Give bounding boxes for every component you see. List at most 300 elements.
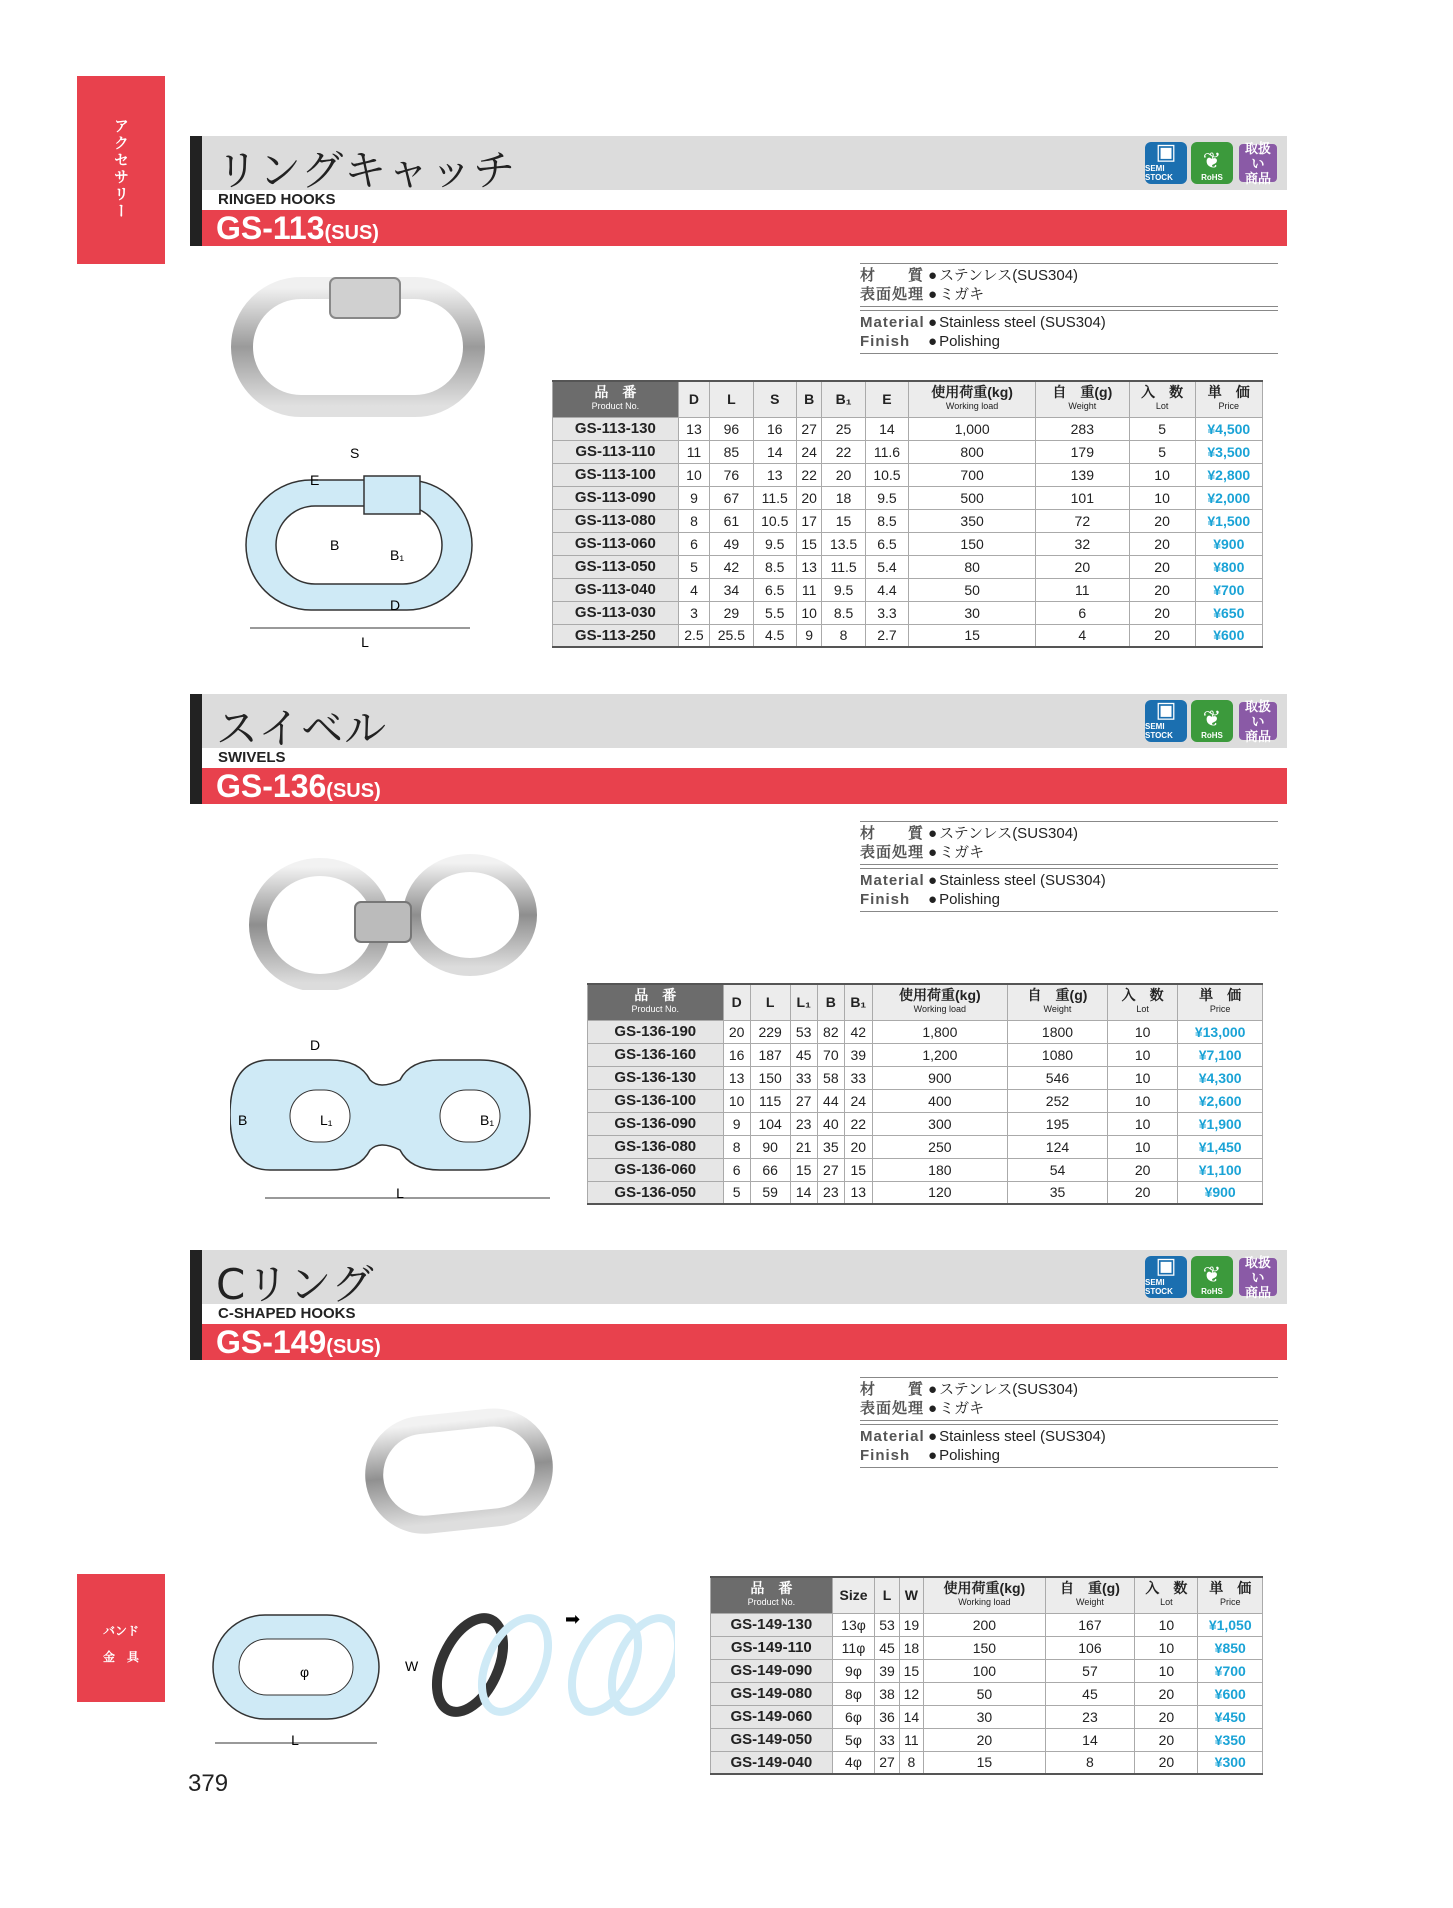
table-row <box>588 1158 1263 1181</box>
model-number: GS-113 <box>216 210 325 246</box>
product-number-cell: GS-136-190 <box>588 1020 724 1043</box>
product-number-cell: GS-113-050 <box>553 555 679 578</box>
column-header: 入 数 Lot <box>1129 381 1195 417</box>
table-cell: 13φ <box>832 1613 875 1636</box>
table-cell: 2.7 <box>865 624 908 647</box>
price-cell: ¥850 <box>1198 1636 1263 1659</box>
table-row <box>711 1705 1263 1728</box>
table-cell: 10 <box>1107 1112 1177 1135</box>
leaf-icon: ❦ <box>1202 148 1222 173</box>
column-header: L <box>875 1577 899 1613</box>
table-cell: 53 <box>790 1020 817 1043</box>
table-cell: 17 <box>796 509 821 532</box>
price-cell: ¥2,600 <box>1178 1089 1263 1112</box>
table-cell: 23 <box>817 1181 844 1204</box>
table-row <box>553 578 1263 601</box>
product-number-cell: GS-113-250 <box>553 624 679 647</box>
product-number-cell: GS-149-050 <box>711 1728 833 1751</box>
rohs-badge: ❦ RoHS <box>1191 700 1233 742</box>
table-cell: 15 <box>924 1751 1046 1774</box>
section-subtitle: C-SHAPED HOOKS <box>190 1304 1287 1324</box>
table-cell: 15 <box>796 532 821 555</box>
column-header: S <box>753 381 796 417</box>
table-cell: 76 <box>710 463 753 486</box>
table-cell: 20 <box>1135 1682 1198 1705</box>
table-cell: 5 <box>1129 417 1195 440</box>
spec-block: 材 質 ● ステンレス(SUS304) 表面処理 ● ミガキ Material ● Stainless steel (SUS304) Finish ● Polishing <box>860 1377 1278 1468</box>
column-header: 使用荷重(kg) Working load <box>872 984 1007 1020</box>
table-cell: 13.5 <box>822 532 865 555</box>
table-cell: 11 <box>1036 578 1130 601</box>
column-header: 入 数 Lot <box>1135 1577 1198 1613</box>
column-header: 使用荷重(kg) Working load <box>909 381 1036 417</box>
section-c-shaped-hooks <box>190 1250 1287 1360</box>
table-row <box>553 532 1263 555</box>
table-cell: 25.5 <box>710 624 753 647</box>
price-cell: ¥700 <box>1195 578 1262 601</box>
table-row <box>553 555 1263 578</box>
price-cell: ¥350 <box>1198 1728 1263 1751</box>
table-cell: 800 <box>909 440 1036 463</box>
product-number-cell: GS-149-080 <box>711 1682 833 1705</box>
table-row <box>588 1181 1263 1204</box>
table-cell: 44 <box>817 1089 844 1112</box>
table-cell: 49 <box>710 532 753 555</box>
table-cell: 10 <box>1129 486 1195 509</box>
table-cell: 5.5 <box>753 601 796 624</box>
table-cell: 30 <box>924 1705 1046 1728</box>
product-number-cell: GS-136-160 <box>588 1043 724 1066</box>
spec-block: 材 質 ● ステンレス(SUS304) 表面処理 ● ミガキ Material ● Stainless steel (SUS304) Finish ● Polishing <box>860 821 1278 912</box>
table-cell: 3 <box>678 601 709 624</box>
table-cell: 14 <box>753 440 796 463</box>
table-cell: 70 <box>817 1043 844 1066</box>
table-cell: 8.5 <box>822 601 865 624</box>
table-cell: 5 <box>723 1181 750 1204</box>
model-bar <box>190 210 1287 246</box>
table-cell: 11φ <box>832 1636 875 1659</box>
column-header: 品 番 Product No. <box>588 984 724 1020</box>
table-cell: 23 <box>790 1112 817 1135</box>
table-cell: 53 <box>875 1613 899 1636</box>
table-cell: 8 <box>899 1751 923 1774</box>
ringed-hook-diagram <box>230 440 495 650</box>
table-cell: 22 <box>844 1112 872 1135</box>
column-header: L₁ <box>790 984 817 1020</box>
handled-product-badge: 取扱い 商品 <box>1237 1256 1279 1298</box>
table-cell: 10 <box>796 601 821 624</box>
column-header: 品 番 Product No. <box>553 381 679 417</box>
table-cell: 20 <box>723 1020 750 1043</box>
side-tab-accessories[interactable] <box>77 76 165 264</box>
table-cell: 16 <box>723 1043 750 1066</box>
table-cell: 20 <box>1107 1181 1177 1204</box>
product-number-cell: GS-136-060 <box>588 1158 724 1181</box>
table-row <box>588 1020 1263 1043</box>
table-cell: 21 <box>790 1135 817 1158</box>
table-header-row <box>588 984 1263 1020</box>
price-cell: ¥600 <box>1195 624 1262 647</box>
table-cell: 6 <box>723 1158 750 1181</box>
table-cell: 10 <box>1107 1135 1177 1158</box>
table-cell: 6 <box>1036 601 1130 624</box>
table-cell: 50 <box>909 578 1036 601</box>
section-subtitle: SWIVELS <box>190 748 1287 768</box>
column-header: B <box>796 381 821 417</box>
table-cell: 13 <box>844 1181 872 1204</box>
table-cell: 9.5 <box>753 532 796 555</box>
table-row <box>588 1135 1263 1158</box>
table-cell: 252 <box>1008 1089 1108 1112</box>
price-cell: ¥4,500 <box>1195 417 1262 440</box>
table-cell: 12 <box>899 1682 923 1705</box>
rohs-badge: ❦ RoHS <box>1191 142 1233 184</box>
table-cell: 42 <box>844 1020 872 1043</box>
table-cell: 11.6 <box>865 440 908 463</box>
table-cell: 13 <box>796 555 821 578</box>
badge-group <box>1145 1253 1279 1300</box>
column-header: 単 価 Price <box>1198 1577 1263 1613</box>
table-row <box>553 601 1263 624</box>
table-cell: 10 <box>723 1089 750 1112</box>
table-cell: 20 <box>1135 1728 1198 1751</box>
table-cell: 85 <box>710 440 753 463</box>
table-cell: 20 <box>844 1135 872 1158</box>
table-cell: 20 <box>1129 509 1195 532</box>
title-bar <box>190 694 1287 753</box>
table-cell: 54 <box>1008 1158 1108 1181</box>
table-cell: 150 <box>750 1066 790 1089</box>
table-cell: 11 <box>678 440 709 463</box>
price-cell: ¥1,450 <box>1178 1135 1263 1158</box>
dim-label-d: D <box>390 597 401 613</box>
product-number-cell: GS-113-130 <box>553 417 679 440</box>
table-cell: 14 <box>899 1705 923 1728</box>
table-cell: 20 <box>1129 532 1195 555</box>
product-number-cell: GS-113-080 <box>553 509 679 532</box>
table-cell: 22 <box>796 463 821 486</box>
section-ringed-hooks <box>190 136 1287 246</box>
price-cell: ¥2,800 <box>1195 463 1262 486</box>
table-cell: 1,000 <box>909 417 1036 440</box>
table-cell: 15 <box>909 624 1036 647</box>
table-cell: 38 <box>875 1682 899 1705</box>
price-cell: ¥1,900 <box>1178 1112 1263 1135</box>
table-cell: 167 <box>1045 1613 1135 1636</box>
product-number-cell: GS-136-090 <box>588 1112 724 1135</box>
table-cell: 400 <box>872 1089 1007 1112</box>
product-number-cell: GS-149-040 <box>711 1751 833 1774</box>
table-cell: 700 <box>909 463 1036 486</box>
table-cell: 101 <box>1036 486 1130 509</box>
table-cell: 33 <box>875 1728 899 1751</box>
column-header: W <box>899 1577 923 1613</box>
model-bar <box>190 1324 1287 1360</box>
price-cell: ¥4,300 <box>1178 1066 1263 1089</box>
product-number-cell: GS-136-080 <box>588 1135 724 1158</box>
table-cell: 45 <box>1045 1682 1135 1705</box>
table-cell: 13 <box>723 1066 750 1089</box>
table-cell: 9 <box>723 1112 750 1135</box>
table-cell: 67 <box>710 486 753 509</box>
column-header: 単 価 Price <box>1178 984 1263 1020</box>
table-cell: 20 <box>796 486 821 509</box>
price-cell: ¥3,500 <box>1195 440 1262 463</box>
dim-label-e: E <box>310 472 320 488</box>
column-header: E <box>865 381 908 417</box>
table-cell: 9 <box>796 624 821 647</box>
leaf-icon: ❦ <box>1202 1262 1222 1287</box>
table-cell: 18 <box>822 486 865 509</box>
table-cell: 24 <box>796 440 821 463</box>
handled-product-badge: 取扱い 商品 <box>1237 142 1279 184</box>
table-cell: 179 <box>1036 440 1130 463</box>
table-cell: 30 <box>909 601 1036 624</box>
dim-label-l: L <box>396 1185 404 1201</box>
table-cell: 33 <box>790 1066 817 1089</box>
product-number-cell: GS-113-030 <box>553 601 679 624</box>
table-cell: 40 <box>817 1112 844 1135</box>
table-cell: 2.5 <box>678 624 709 647</box>
c-ring-photo <box>360 1405 560 1535</box>
product-number-cell: GS-136-100 <box>588 1089 724 1112</box>
section-title: スイベル <box>216 704 388 753</box>
table-cell: 150 <box>909 532 1036 555</box>
product-number-cell: GS-113-040 <box>553 578 679 601</box>
product-number-cell: GS-113-060 <box>553 532 679 555</box>
model-number: GS-136 <box>216 768 327 804</box>
price-cell: ¥600 <box>1198 1682 1263 1705</box>
table-cell: 4 <box>678 578 709 601</box>
table-cell: 20 <box>924 1728 1046 1751</box>
table-cell: 66 <box>750 1158 790 1181</box>
title-bar <box>190 1250 1287 1309</box>
table-cell: 20 <box>822 463 865 486</box>
product-number-cell: GS-136-130 <box>588 1066 724 1089</box>
table-cell: 27 <box>796 417 821 440</box>
table-cell: 25 <box>822 417 865 440</box>
price-cell: ¥450 <box>1198 1705 1263 1728</box>
column-header: 自 重(g) Weight <box>1045 1577 1135 1613</box>
ringed-hook-photo <box>230 270 490 420</box>
table-cell: 6.5 <box>753 578 796 601</box>
box-icon: ▣ <box>1155 139 1177 164</box>
price-cell: ¥13,000 <box>1178 1020 1263 1043</box>
table-cell: 8 <box>678 509 709 532</box>
arrow-right-icon: ➡ <box>565 1609 581 1629</box>
table-header-row <box>711 1577 1263 1613</box>
table-cell: 72 <box>1036 509 1130 532</box>
table-cell: 22 <box>822 440 865 463</box>
table-cell: 4.5 <box>753 624 796 647</box>
table-cell: 104 <box>750 1112 790 1135</box>
table-cell: 90 <box>750 1135 790 1158</box>
table-cell: 250 <box>872 1135 1007 1158</box>
table-cell: 14 <box>865 417 908 440</box>
table-cell: 20 <box>1107 1158 1177 1181</box>
table-cell: 11.5 <box>822 555 865 578</box>
table-row <box>553 440 1263 463</box>
product-number-cell: GS-136-050 <box>588 1181 724 1204</box>
table-cell: 115 <box>750 1089 790 1112</box>
table-cell: 11 <box>899 1728 923 1751</box>
price-cell: ¥7,100 <box>1178 1043 1263 1066</box>
table-row <box>711 1659 1263 1682</box>
table-cell: 200 <box>924 1613 1046 1636</box>
column-header: Size <box>832 1577 875 1613</box>
column-header: B <box>817 984 844 1020</box>
table-cell: 124 <box>1008 1135 1108 1158</box>
table-cell: 8 <box>723 1135 750 1158</box>
swivel-photo <box>245 850 540 990</box>
dim-label-l: L <box>361 634 369 650</box>
table-cell: 11 <box>796 578 821 601</box>
table-cell: 10 <box>1135 1659 1198 1682</box>
table-cell: 20 <box>1135 1705 1198 1728</box>
table-cell: 10 <box>678 463 709 486</box>
column-header: L <box>710 381 753 417</box>
table-cell: 27 <box>875 1751 899 1774</box>
price-cell: ¥1,050 <box>1198 1613 1263 1636</box>
column-header: 自 重(g) Weight <box>1008 984 1108 1020</box>
table-cell: 180 <box>872 1158 1007 1181</box>
column-header: B₁ <box>822 381 865 417</box>
product-number-cell: GS-149-130 <box>711 1613 833 1636</box>
side-tab-band-fittings[interactable] <box>77 1574 165 1702</box>
model-number: GS-149 <box>216 1324 327 1360</box>
table-cell: 35 <box>1008 1181 1108 1204</box>
table-cell: 5.4 <box>865 555 908 578</box>
table-cell: 9φ <box>832 1659 875 1682</box>
price-cell: ¥650 <box>1195 601 1262 624</box>
table-header-row <box>553 381 1263 417</box>
table-cell: 139 <box>1036 463 1130 486</box>
table-cell: 10 <box>1107 1089 1177 1112</box>
table-cell: 58 <box>817 1066 844 1089</box>
table-cell: 24 <box>844 1089 872 1112</box>
table-cell: 4.4 <box>865 578 908 601</box>
table-cell: 900 <box>872 1066 1007 1089</box>
table-cell: 34 <box>710 578 753 601</box>
model-suffix: (SUS) <box>326 1336 381 1358</box>
column-header: 使用荷重(kg) Working load <box>924 1577 1046 1613</box>
table-cell: 20 <box>1129 555 1195 578</box>
product-number-cell: GS-149-110 <box>711 1636 833 1659</box>
table-cell: 187 <box>750 1043 790 1066</box>
column-header: B₁ <box>844 984 872 1020</box>
table-cell: 59 <box>750 1181 790 1204</box>
table-row <box>553 624 1263 647</box>
table-cell: 15 <box>844 1158 872 1181</box>
table-cell: 195 <box>1008 1112 1108 1135</box>
table-cell: 42 <box>710 555 753 578</box>
table-row <box>711 1682 1263 1705</box>
table-cell: 20 <box>1129 624 1195 647</box>
table-cell: 27 <box>817 1158 844 1181</box>
table-cell: 283 <box>1036 417 1130 440</box>
table-cell: 10 <box>1107 1066 1177 1089</box>
table-cell: 16 <box>753 417 796 440</box>
table-cell: 13 <box>678 417 709 440</box>
table-row <box>711 1613 1263 1636</box>
section-subtitle: RINGED HOOKS <box>190 190 1287 210</box>
rohs-badge: ❦ RoHS <box>1191 1256 1233 1298</box>
dim-label-d: D <box>310 1037 321 1053</box>
product-number-cell: GS-113-110 <box>553 440 679 463</box>
table-row <box>553 463 1263 486</box>
dim-label-b1: B₁ <box>480 1112 495 1128</box>
table-cell: 14 <box>790 1181 817 1204</box>
product-table-gs149 <box>710 1576 1263 1775</box>
dim-label-l: L <box>291 1732 299 1748</box>
table-cell: 57 <box>1045 1659 1135 1682</box>
table-row <box>711 1751 1263 1774</box>
badge-group <box>1145 697 1279 744</box>
price-cell: ¥900 <box>1195 532 1262 555</box>
table-cell: 5 <box>1129 440 1195 463</box>
table-cell: 5 <box>678 555 709 578</box>
c-ring-diagram <box>205 1595 675 1755</box>
table-cell: 36 <box>875 1705 899 1728</box>
table-cell: 350 <box>909 509 1036 532</box>
table-cell: 35 <box>817 1135 844 1158</box>
table-cell: 106 <box>1045 1636 1135 1659</box>
table-cell: 8.5 <box>753 555 796 578</box>
table-cell: 150 <box>924 1636 1046 1659</box>
table-cell: 27 <box>790 1089 817 1112</box>
table-cell: 50 <box>924 1682 1046 1705</box>
table-cell: 10 <box>1107 1020 1177 1043</box>
table-row <box>553 486 1263 509</box>
side-tab-label: アクセサリー <box>112 118 129 220</box>
title-bar <box>190 136 1287 195</box>
dim-label-b1: B₁ <box>390 547 405 563</box>
section-title: リングキャッチ <box>216 146 517 195</box>
price-cell: ¥2,000 <box>1195 486 1262 509</box>
price-cell: ¥800 <box>1195 555 1262 578</box>
dim-label-l1: L₁ <box>320 1112 333 1128</box>
table-cell: 10 <box>1129 463 1195 486</box>
table-cell: 19 <box>899 1613 923 1636</box>
table-cell: 120 <box>872 1181 1007 1204</box>
table-row <box>588 1089 1263 1112</box>
dim-label-b: B <box>330 537 340 553</box>
table-row <box>711 1636 1263 1659</box>
table-cell: 18 <box>899 1636 923 1659</box>
column-header: 単 価 Price <box>1195 381 1262 417</box>
table-row <box>588 1043 1263 1066</box>
price-cell: ¥300 <box>1198 1751 1263 1774</box>
table-cell: 15 <box>899 1659 923 1682</box>
table-cell: 9.5 <box>822 578 865 601</box>
table-cell: 8φ <box>832 1682 875 1705</box>
table-cell: 80 <box>909 555 1036 578</box>
column-header: 入 数 Lot <box>1107 984 1177 1020</box>
table-row <box>711 1728 1263 1751</box>
price-cell: ¥900 <box>1178 1181 1263 1204</box>
column-header: L <box>750 984 790 1020</box>
table-cell: 61 <box>710 509 753 532</box>
box-icon: ▣ <box>1155 1253 1177 1278</box>
table-cell: 9 <box>678 486 709 509</box>
table-cell: 1,200 <box>872 1043 1007 1066</box>
price-cell: ¥700 <box>1198 1659 1263 1682</box>
table-cell: 5φ <box>832 1728 875 1751</box>
table-cell: 45 <box>790 1043 817 1066</box>
table-cell: 14 <box>1045 1728 1135 1751</box>
table-cell: 39 <box>844 1043 872 1066</box>
table-cell: 300 <box>872 1112 1007 1135</box>
